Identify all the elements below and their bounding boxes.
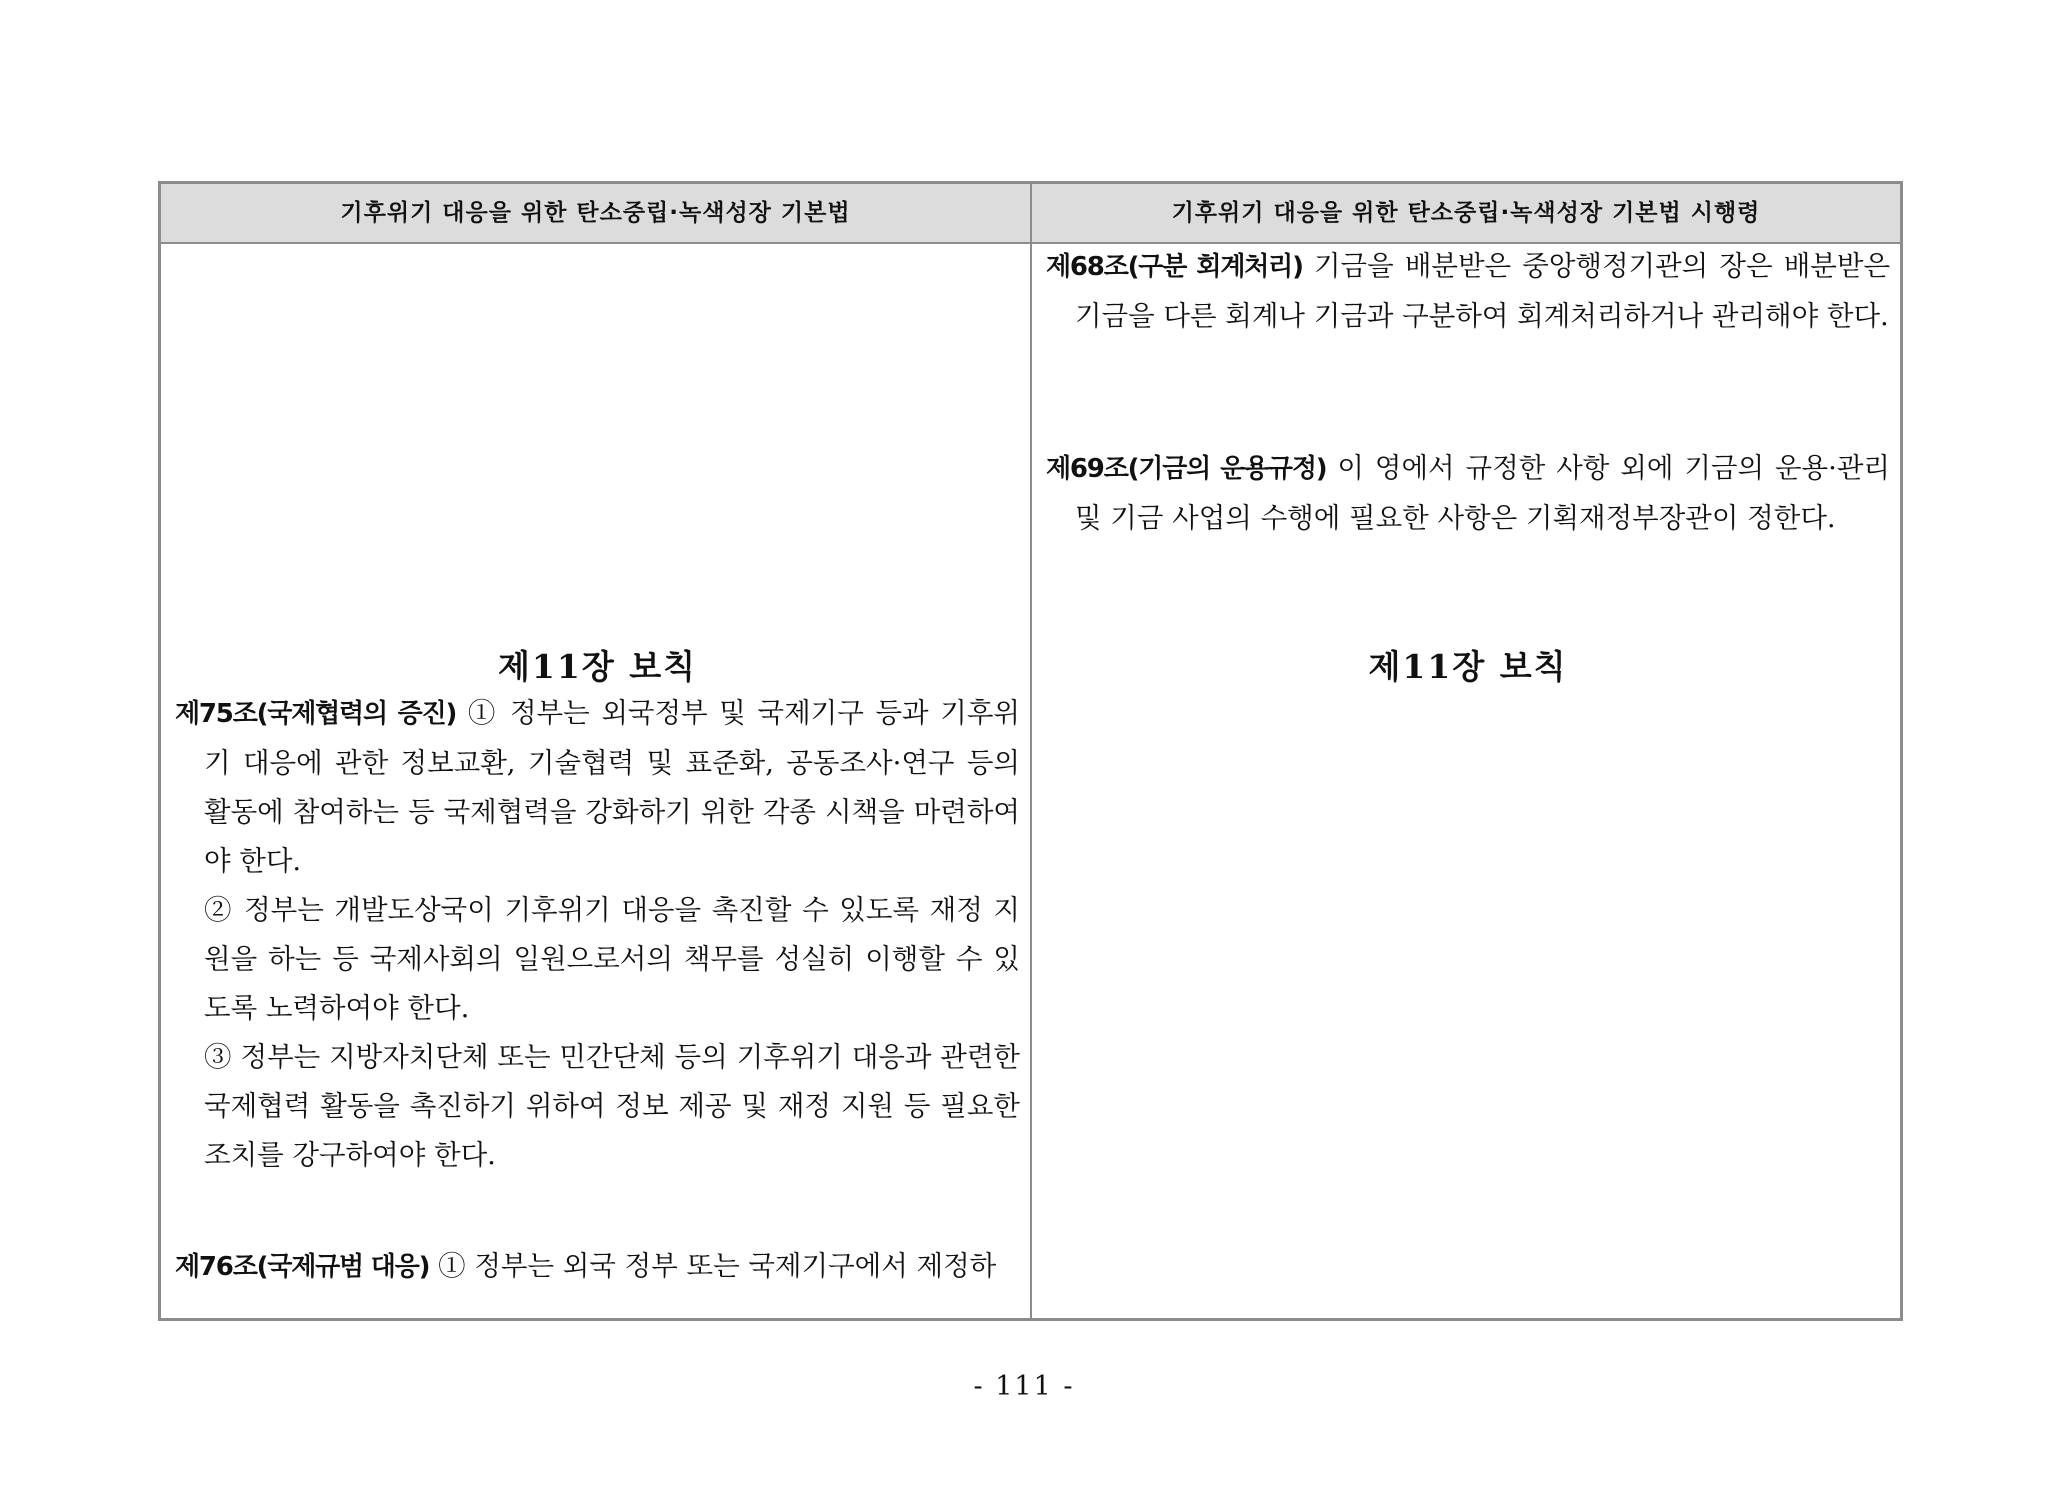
decree-column (1046, 242, 1890, 1318)
article-68-heading: 제68조(구분 회계처리) (1046, 252, 1303, 282)
act-column (175, 242, 1020, 1318)
article-76-para-1 (175, 1242, 1020, 1292)
column-divider (1030, 184, 1032, 1318)
header-act-title: 기후위기 대응을 위한 탄소중립·녹색성장 기본법 (340, 200, 851, 226)
article-69-text (1046, 444, 1890, 543)
article-75-para-3: ③ 정부는 지방자치단체 또는 민간단체 등의 기후위기 대응과 관련한 국제협력 활동을 촉진하기 위하여 정보 제공 및 재정 지원 등 필요한 조치를 강구하여야 한다. (204, 1041, 1020, 1171)
article-75-para-2: ② 정부는 개발도상국이 기후위기 대응을 촉진할 수 있도록 재정 지원을 하는 등 국제사회의 일원으로서의 책무를 성실히 이행할 수 있도록 노력하여야 한다. (204, 894, 1020, 1024)
article-69-body: 이 영에서 규정한 사항 외에 기금의 운용·관리 및 기금 사업의 수행에 필요한 사항은 기획재정부장관이 정한다. (1075, 452, 1890, 534)
article-68-body: 기금을 배분받은 중앙행정기관의 장은 배분받은 기금을 다른 회계나 기금과 구분하여 회계처리하거나 관리해야 한다. (1075, 250, 1891, 332)
article-76 (175, 1242, 1020, 1292)
chapter-title-act: 제11장 보칙 (498, 647, 697, 686)
article-69-heading: 제69조(기금의 운용규정) (1046, 454, 1327, 484)
header-decree-title: 기후위기 대응을 위한 탄소중립·녹색성장 기본법 시행령 (1171, 200, 1761, 226)
article-76-heading: 제76조(국제규범 대응) (175, 1252, 430, 1282)
chapter-title-decree: 제11장 보칙 (1368, 647, 1568, 686)
article-75 (175, 689, 1020, 1180)
comparison-table (158, 181, 1903, 1321)
article-68 (1046, 242, 1890, 341)
article-75-para-1 (175, 689, 1020, 886)
article-76-para-1-text: ① 정부는 외국 정부 또는 국제기구에서 제정하 (438, 1250, 997, 1282)
page-number: - 111 - (973, 1371, 1075, 1402)
article-75-para-1-text: ① 정부는 외국정부 및 국제기구 등과 기후위기 대응에 관한 정보교환, 기술협력 및 표준화, 공동조사·연구 등의 활동에 참여하는 등 국제협력을 강화하기 위한 각종 시책을 마련하여야 한다. (204, 697, 1020, 877)
article-69 (1046, 444, 1890, 543)
article-75-heading: 제75조(국제협력의 증진) (175, 699, 457, 729)
article-68-text (1046, 242, 1890, 341)
